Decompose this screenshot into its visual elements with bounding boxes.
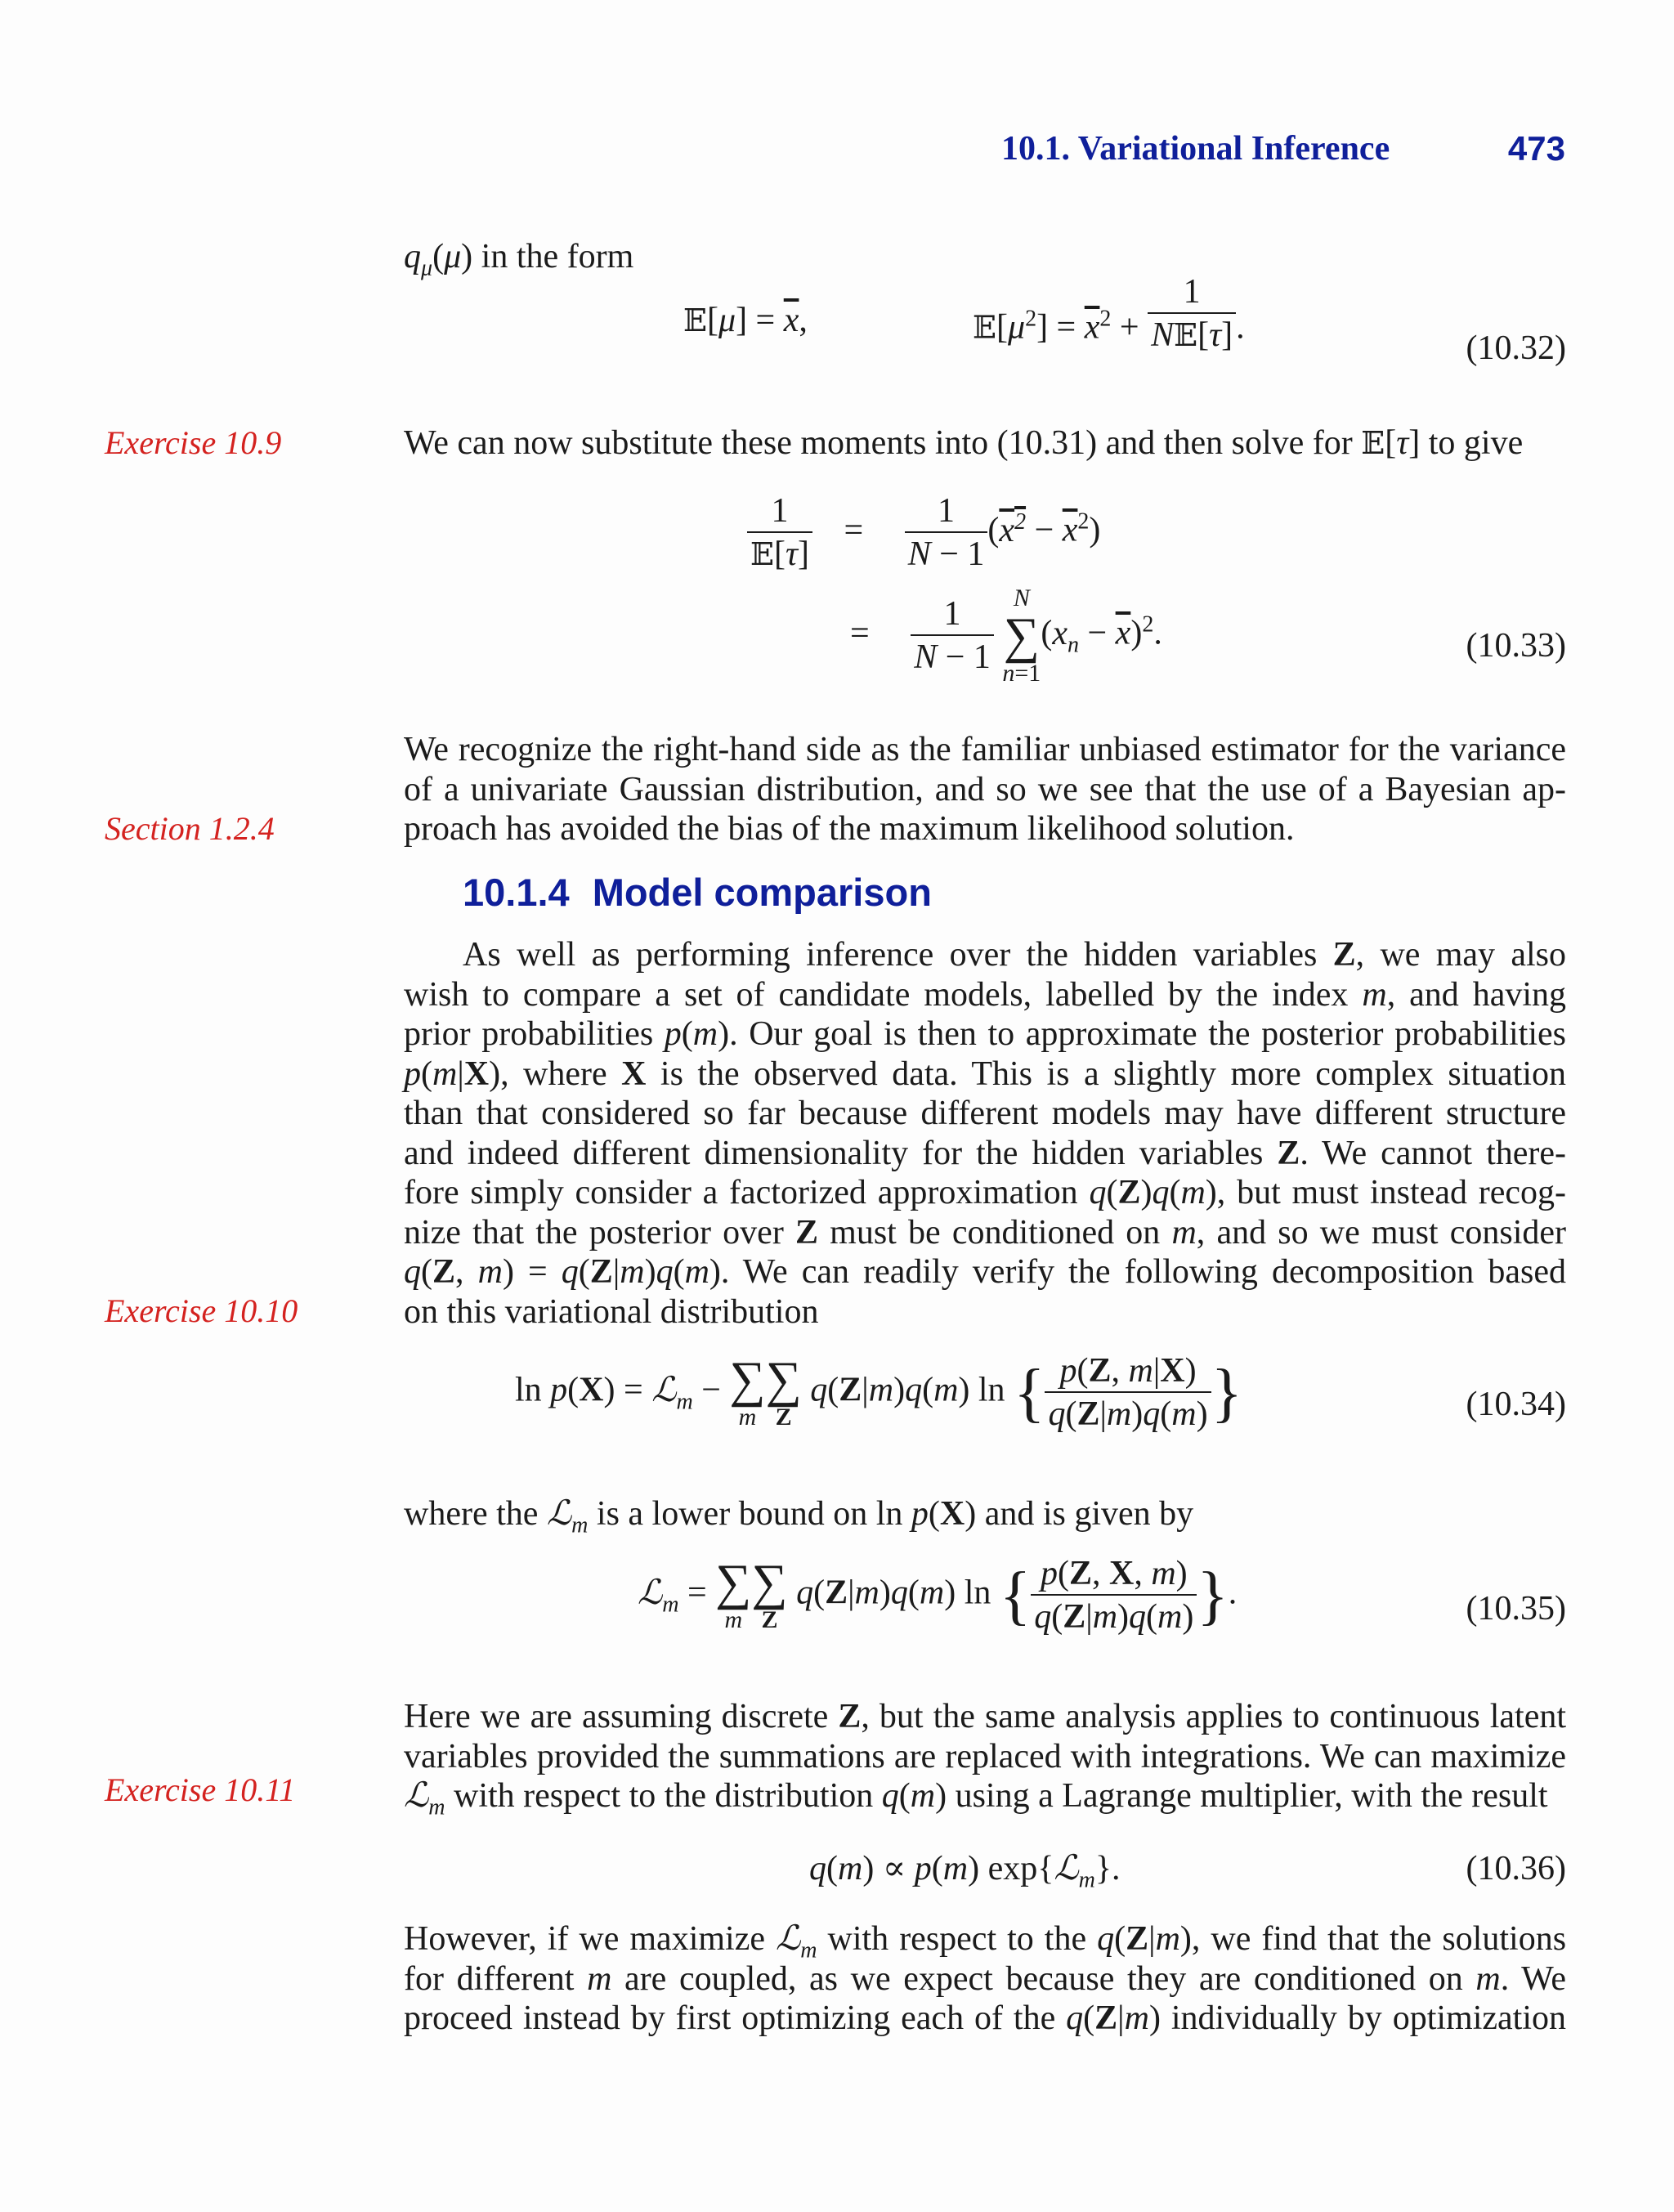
text-run: is the observed data. This is a slightly more complex situation	[660, 1055, 1566, 1093]
paragraph-substitute-end: to give	[1428, 424, 1524, 462]
text-run: However, if we maximize	[404, 1920, 765, 1958]
text-run: nize that the posterior over	[404, 1213, 784, 1252]
text-run: with respect to the distribution	[453, 1777, 874, 1815]
equation-number-10-34: (10.34)	[1466, 1386, 1566, 1423]
text-run: variables provided the summations are replaced with integrations. We can maximize	[404, 1737, 1566, 1775]
text-run: individually by optimization	[1170, 1999, 1566, 2037]
text-run: . We	[1500, 1959, 1567, 1998]
equation-number-10-35: (10.35)	[1466, 1590, 1566, 1628]
equation-number-10-33: (10.33)	[1466, 627, 1566, 665]
text-run: , and having	[1386, 975, 1567, 1014]
equation-10-33-line1: $\frac{1}{\text{𝔼[τ]}}$ = $\frac{1}{N - 1}$ $(x^2 - \overline{x}^2)$	[747, 490, 1100, 575]
paragraph-unbiased-line: proach has avoided the bias of the maximum likelihood solution.	[404, 810, 1295, 848]
text-run: must be conditioned on	[830, 1213, 1161, 1252]
equation-10-32-part1: 𝔼[μ] = $\overline{x}$,	[683, 302, 808, 339]
text-run: where the	[404, 1495, 539, 1533]
margin-note-exercise-10-9[interactable]: Exercise 10.9	[105, 424, 282, 461]
text-run: As well as performing inference over the hidden variables	[463, 936, 1318, 974]
text-run: Here we are assuming discrete	[404, 1698, 829, 1735]
paragraph-model-comparison: As well as performing inference over the hidden variables Z, we may also wish to compare a set of candidate models, labelled by the index m, and having prior probabilities p(m). Our goal is then to approximate the posterior probabilities p(m|X), where X is the observed data. This is a slightly more complex situation than that considered so far because different models may have different structure and indeed different dimensionality for the hidden variables Z. We cannot there- fore simply consider a factorized approximation q(Z)q(m), but must instead recog- nize that the posterior over Z must be conditioned on m, and so we must consider q(Z, m) = q(Z|m)q(m). We can readily verify the following decomposition based on this variational distribution	[404, 936, 1567, 1331]
paragraph-substitute: We can now substitute these moments into (10.31) and then solve for 𝔼[τ] to give	[404, 424, 1524, 462]
equation-10-34: ln p(X) = ℒ$_m$ − ∑ m ∑ Z q(Z|m)q(m) ln { $\frac{p(Z, m|X)}{q(Z|m)q(m)}$ }	[515, 1352, 1242, 1433]
text-run: are coupled, as we expect because they are conditioned on	[624, 1959, 1463, 1998]
text-run: proceed instead by first optimizing each of the	[404, 1999, 1056, 2037]
section-heading	[463, 873, 932, 913]
running-title: 10.1. Variational Inference	[1001, 130, 1390, 168]
text-run: using a Lagrange multiplier, with the result	[955, 1777, 1548, 1815]
text-run: . We can readily verify the following decomposition based	[720, 1253, 1566, 1291]
paragraph-unbiased-line: of a univariate Gaussian distribution, and so we see that the use of a Bayesian ap-	[404, 770, 1566, 808]
margin-note-exercise-10-10[interactable]: Exercise 10.10	[105, 1292, 298, 1329]
paragraph-unbiased	[404, 730, 1566, 849]
text-run: on this variational distribution	[404, 1292, 819, 1331]
paragraph-substitute-text: We can now substitute these moments into (10.31) and then solve for	[404, 424, 1353, 462]
text-run: fore simply consider a factorized approximation	[404, 1174, 1078, 1211]
text-run: . Our goal is then to approximate the posterior probabilities	[729, 1015, 1566, 1053]
intro-tail: in the form	[481, 238, 634, 275]
equation-10-35: ℒ$_m$ = ∑ m ∑ Z q(Z|m)q(m) ln { $\frac{p(Z, X, m)}{q(Z|m)q(m)}$ }.	[638, 1555, 1238, 1636]
equation-10-32-part2: $𝔼[\mu^2] = \overline{x}^2$ + $\frac{1}{\text{N𝔼[τ]}}$ .	[973, 273, 1245, 354]
text-run: , we find that the solutions	[1191, 1920, 1567, 1958]
text-run: prior probabilities	[404, 1015, 654, 1053]
paragraph-unbiased-line: We recognize the right-hand side as the familiar unbiased estimator for the variance	[404, 731, 1566, 768]
text-run: . We cannot there-	[1300, 1134, 1567, 1172]
section-number: 10.1.4	[463, 871, 570, 914]
text-run: , but must instead recog-	[1216, 1174, 1567, 1211]
paragraph-discrete: Here we are assuming discrete Z, but the same analysis applies to continuous latent variables provided the summations are replaced with integrations. We can maximize ℒ$_m$ with respect to the distribution q(m) using a Lagrange multiplier, with the result	[404, 1698, 1567, 1820]
equation-number-10-32: (10.32)	[1466, 329, 1566, 367]
text-run: , and so we must consider	[1196, 1213, 1567, 1252]
text-run: is a lower bound on	[596, 1495, 868, 1533]
text-run: and is given by	[984, 1495, 1194, 1533]
text-run: with respect to the	[827, 1920, 1087, 1958]
text-run: and indeed different dimensionality for the hidden variables	[404, 1134, 1264, 1172]
text-run: for different	[404, 1959, 575, 1998]
equation-10-33-line2: = $\frac{1}{N - 1}$ N ∑ n=1 $(x_n - \overline{x})^2$.	[850, 584, 1162, 687]
text-run: , where	[500, 1055, 607, 1093]
equation-10-36: q(m) ∝ p(m) exp{ℒ$_m$}.	[809, 1850, 1121, 1893]
page-number: 473	[1507, 129, 1565, 168]
text-run: than that considered so far because different models may have different structure	[404, 1095, 1566, 1132]
paragraph-coupled: However, if we maximize ℒ$_m$ with respect to the q(Z|m), we find that the solutions for different m are coupled, as we expect because they are conditioned on m. We proceed instead by first optimizing each of the q(Z|m) individually by optimization	[404, 1920, 1567, 2037]
margin-note-exercise-10-11[interactable]: Exercise 10.11	[105, 1771, 296, 1808]
paragraph-lower-bound: where the ℒ$_m$ is a lower bound on ln p(X) and is given by	[404, 1495, 1194, 1538]
text-run: wish to compare a set of candidate models, labelled by the index	[404, 975, 1349, 1014]
text-run: , but the same analysis applies to continuous latent	[861, 1698, 1567, 1735]
intro-line: $q_\mu(\mu)$ in the form	[404, 238, 634, 281]
equation-number-10-36: (10.36)	[1466, 1850, 1566, 1887]
margin-note-section-1-2-4[interactable]: Section 1.2.4	[105, 810, 275, 847]
page-header	[1001, 129, 1565, 178]
section-title: Model comparison	[592, 871, 932, 914]
text-run: , we may also	[1355, 936, 1566, 974]
